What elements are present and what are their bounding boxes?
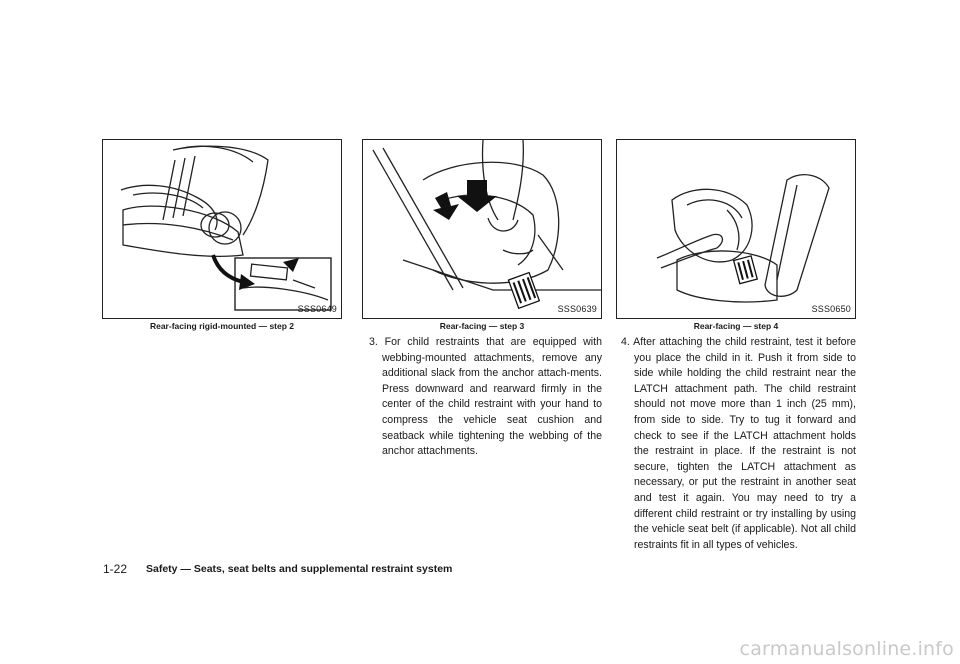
step-3-text: 3. For child restraints that are equipped with webbing-mounted attachments, remove any additional slack from the anchor attach-ments. Press downward and rearward firmly in the center of the child restraint with your hand to compress the vehicle seat cushion and seatback while tightening the webbing of the anchor attachments. <box>369 336 602 458</box>
illustration-latch-attachment <box>103 140 342 319</box>
illustration-test-restraint <box>617 140 856 319</box>
figure-code: SSS0639 <box>557 304 597 314</box>
figure-caption: Rear-facing — step 3 <box>439 321 525 331</box>
figure-caption: Rear-facing rigid-mounted — step 2 <box>149 321 295 331</box>
illustration-press-down <box>363 140 602 319</box>
page-number: 1-22 <box>103 562 128 576</box>
watermark: carmanualsonline.info <box>739 638 954 660</box>
figure-code: SSS0649 <box>297 304 337 314</box>
figure-rear-facing-step-3 <box>362 139 602 319</box>
figure-code: SSS0650 <box>811 304 851 314</box>
figure-rear-facing-step-4 <box>616 139 856 319</box>
figure-rigid-mounted-step-2 <box>102 139 342 319</box>
step-4-text: 4. After attaching the child restraint, test it before you place the child in it. Push it from side to side while holding the child restraint near the LATCH attachment path. The child restraint should not move more than 1 inch (25 mm), from side to side. Try to tug it forward and check to see if the LATCH attachment holds the restraint in place. If the restraint is not secure, tighten the LATCH attachment as necessary, or put the restraint in another seat and test it again. You may need to try a different child restraint or try installing by using the vehicle seat belt (if applicable). Not all child restraints fit in all types of vehicles. <box>621 336 856 551</box>
figure-caption: Rear-facing — step 4 <box>693 321 779 331</box>
section-title: Safety — Seats, seat belts and supplemental restraint system <box>146 563 453 575</box>
